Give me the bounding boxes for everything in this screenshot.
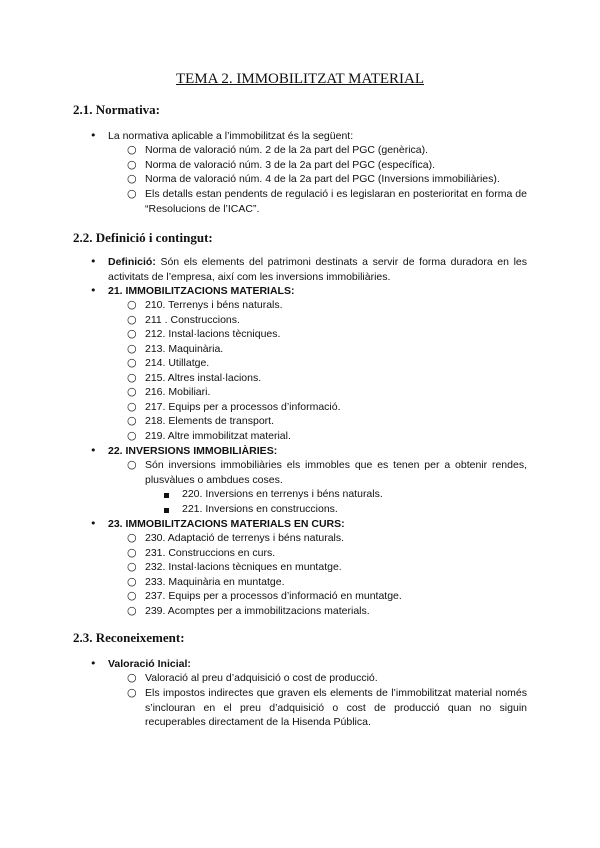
circle-bullet-icon: ○: [127, 458, 137, 471]
list-item: 230. Adaptació de terrenys i béns naturals.: [145, 532, 345, 544]
circle-bullet-icon: ○: [127, 143, 137, 156]
definicio-text: Són els elements del patrimoni destinats a servir de forma duradora en les activitats de l’empresa, així com les inversions immobiliàries.: [108, 256, 527, 283]
circle-bullet-icon: ○: [127, 342, 137, 355]
list-item: 215. Altres instal·lacions.: [145, 372, 262, 384]
list-item: 233. Maquinària en muntatge.: [145, 576, 285, 588]
list-item: Norma de valoració núm. 2 de la 2a part del PGC (genèrica).: [145, 144, 429, 156]
square-bullet-icon: [164, 508, 169, 513]
section-heading-normativa: 2.1. Normativa:: [73, 102, 161, 117]
circle-bullet-icon: ○: [127, 187, 137, 200]
circle-bullet-icon: ○: [127, 313, 137, 326]
circle-bullet-icon: ○: [127, 356, 137, 369]
circle-bullet-icon: ○: [127, 400, 137, 413]
list-item: 231. Construccions en curs.: [145, 547, 276, 559]
section-heading-reconeixement: 2.3. Reconeixement:: [73, 630, 185, 645]
list-item: Norma de valoració núm. 4 de la 2a part del PGC (Inversions immobiliàries).: [145, 173, 500, 185]
group-21-label: 21. IMMOBILITZACIONS MATERIALS:: [108, 285, 295, 297]
circle-bullet-icon: ○: [127, 686, 137, 699]
list-item: 232. Instal·lacions tècniques en muntatge.: [145, 561, 342, 573]
valoracio-inicial-label: Valoració Inicial:: [108, 658, 191, 670]
circle-bullet-icon: ○: [127, 671, 137, 684]
list-item: 219. Altre immobilitzat material.: [145, 430, 291, 442]
circle-bullet-icon: ○: [127, 589, 137, 602]
list-item: 221. Inversions en construccions.: [182, 503, 338, 515]
list-item: Els impostos indirectes que graven els elements de l’immobilitzat material només s’inclouran en el preu d’adquisició o cost de producció quan no siguin recuperables directament de la Hisenda Pública.: [145, 687, 527, 728]
group-23-label: 23. IMMOBILITZACIONS MATERIALS EN CURS:: [108, 518, 345, 530]
definicio-paragraph: [108, 255, 527, 284]
list-item: 214. Utillatge.: [145, 357, 210, 369]
list-item: Valoració al preu d’adquisició o cost de producció.: [145, 672, 378, 684]
circle-bullet-icon: ○: [127, 158, 137, 171]
list-item: 239. Acomptes per a immobilitzacions materials.: [145, 605, 370, 617]
circle-bullet-icon: ○: [127, 604, 137, 617]
list-item: 212. Instal·lacions tècniques.: [145, 328, 281, 340]
list-item: 217. Equips per a processos d’informació.: [145, 401, 341, 413]
circle-bullet-icon: ○: [127, 560, 137, 573]
group-22-text: Són inversions immobiliàries els immobles que es tenen per a obtenir rendes, plusvàlues o ambdues coses.: [145, 459, 527, 486]
list-item: Els detalls estan pendents de regulació i es legislaran en posterioritat en forma de “Resolucions de l’ICAC”.: [145, 188, 527, 215]
list-item: 220. Inversions en terrenys i béns naturals.: [182, 488, 383, 500]
circle-bullet-icon: ○: [127, 371, 137, 384]
bullet-dot-icon: •: [90, 517, 97, 530]
bullet-dot-icon: •: [90, 444, 97, 457]
circle-bullet-icon: ○: [127, 385, 137, 398]
circle-bullet-icon: ○: [127, 546, 137, 559]
bullet-dot-icon: •: [90, 255, 97, 268]
circle-bullet-icon: ○: [127, 298, 137, 311]
square-bullet-icon: [164, 493, 169, 498]
definicio-label: Definició:: [108, 256, 156, 268]
list-item: 211 . Construccions.: [145, 314, 240, 326]
list-item: 218. Elements de transport.: [145, 415, 274, 427]
list-item: 213. Maquinària.: [145, 343, 224, 355]
circle-bullet-icon: ○: [127, 531, 137, 544]
bullet-dot-icon: •: [90, 129, 97, 142]
group-22-label: 22. INVERSIONS IMMOBILIÀRIES:: [108, 445, 278, 457]
list-item: 216. Mobiliari.: [145, 386, 211, 398]
normativa-intro: La normativa aplicable a l’immobilitzat és la següent:: [108, 130, 354, 142]
circle-bullet-icon: ○: [127, 575, 137, 588]
circle-bullet-icon: ○: [127, 414, 137, 427]
list-item: 210. Terrenys i béns naturals.: [145, 299, 283, 311]
section-heading-definicio: 2.2. Definició i contingut:: [73, 230, 213, 245]
list-item: 237. Equips per a processos d’informació en muntatge.: [145, 590, 402, 602]
bullet-dot-icon: •: [90, 657, 97, 670]
page-title: TEMA 2. IMMOBILITZAT MATERIAL: [175, 71, 425, 87]
bullet-dot-icon: •: [90, 284, 97, 297]
list-item: Norma de valoració núm. 3 de la 2a part del PGC (específica).: [145, 159, 436, 171]
circle-bullet-icon: ○: [127, 327, 137, 340]
circle-bullet-icon: ○: [127, 429, 137, 442]
circle-bullet-icon: ○: [127, 172, 137, 185]
